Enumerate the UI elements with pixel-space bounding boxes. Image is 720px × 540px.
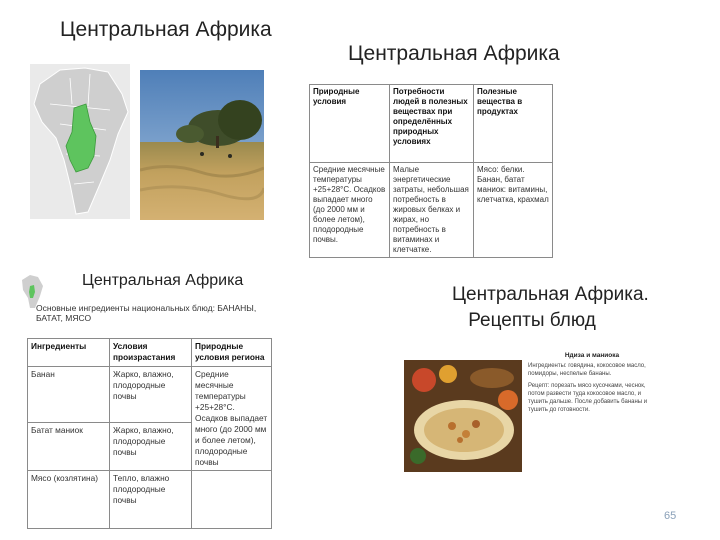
table1-cell-needs: Малые энергетические затраты, небольшая потребность в жировых белках и жирах, но потребность в витаминах и клетчатке.	[390, 163, 474, 258]
dish-photo	[404, 360, 522, 472]
recipe-text	[528, 352, 656, 418]
table2-ingredient-banana: Банан	[28, 367, 110, 423]
table2-ingredient-meat: Мясо (козлятина)	[28, 471, 110, 529]
table2-header-growth: Условия произрастания	[110, 339, 192, 367]
table2-empty-cell	[192, 471, 272, 529]
slide-title-bottom-left: Центральная Африка	[82, 272, 244, 289]
main-ingredients-text: Основные ингредиенты национальных блюд: БАНАНЫ, БАТАТ, МЯСО	[36, 303, 257, 323]
table2-conditions-meat: Тепло, влажно плодородные почвы	[110, 471, 192, 529]
table2-conditions-batat: Жарко, влажно, плодородные почвы	[110, 423, 192, 471]
savanna-photo	[140, 70, 264, 220]
table1-cell-nutrients: Мясо: белки. Банан, батат маниок: витамины, клетчатка, крахмал	[474, 163, 553, 258]
table2-conditions-banana: Жарко, влажно, плодородные почвы	[110, 367, 192, 423]
table1-header-conditions: Природные условия	[310, 85, 390, 163]
recipe-ingredients: Ингредиенты: говядина, кокосовое масло, помидоры, неспелые бананы.	[528, 363, 646, 377]
table2-ingredient-batat: Батат маниок	[28, 423, 110, 471]
table2-header-ingredients: Ингредиенты	[28, 339, 110, 367]
table1-cell-conditions: Средние месячные температуры +25+28°С. Осадков выпадает много (до 2000 мм и более летом), плодородные почвы.	[310, 163, 390, 258]
slide-title-top-right: Центральная Африка	[348, 42, 560, 65]
slide-title-top-left: Центральная Африка	[60, 18, 272, 41]
table2-header-region: Природные условия региона	[192, 339, 272, 367]
table1-header-nutrients: Полезные вещества в продуктах	[474, 85, 553, 163]
page-number: 65	[664, 510, 677, 522]
africa-map	[30, 64, 130, 219]
ingredients-table	[27, 338, 272, 529]
recipe-instructions: Рецепт: порезать мясо кусочками, чеснок, потом развести туда кокосовое масло, и тушить дальше. После добавить бананы и тушить до готовности.	[528, 383, 648, 413]
recipe-title: Ндиза и маниока	[564, 352, 620, 359]
recipes-title-line1: Центральная Африка.	[452, 284, 649, 305]
recipes-title-line2: Рецепты блюд	[468, 310, 596, 331]
slide-title-bottom-right	[452, 282, 649, 334]
table1-header-needs: Потребности людей в полезных веществах при определённых природных условиях	[390, 85, 474, 163]
table2-region-cell: Средние месячные температуры +25+28°С. Осадков выпадает много (до 2000 мм и более летом), плодородные почвы	[192, 367, 272, 471]
nutrition-needs-table	[309, 84, 553, 258]
